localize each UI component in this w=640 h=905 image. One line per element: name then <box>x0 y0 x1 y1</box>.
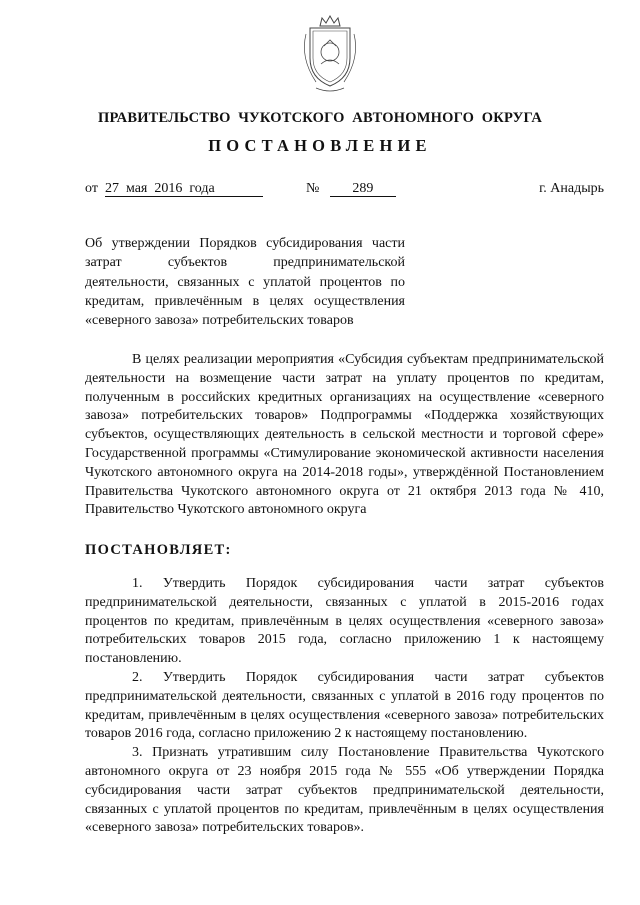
decree-heading: ПОСТАНОВЛЯЕТ: <box>85 542 232 558</box>
decree-item: 1. Утвердить Порядок субсидирования части затрат субъектов предпринимательской деятельности, связанных с уплатой в 2015-2016 годах процентов по кредитам, привлечённым в целях осуществления «северного завоза» потребительских товаров 2015 года, согласно приложению 1 к настоящему постановлению. <box>85 576 604 667</box>
decree-items <box>85 575 604 838</box>
decree-item: 3. Признать утратившим силу Постановление Правительства Чукотского автономного округа от 23 ноября 2015 года № 555 «Об утверждении Порядка субсидирования части затрат субъектов предпринимательской деятельности, связанных с уплатой процентов по кредитам, привлечённым в целях осуществления «северного завоза» потребительских товаров». <box>85 745 604 836</box>
document-date <box>85 181 263 197</box>
preamble-paragraph: В целях реализации мероприятия «Субсидия субъектам предпринимательской деятельности на возмещение части затрат на уплату процентов по кредитам, полученным в российских кредитных организациях на осуществление «северного завоза» потребительских товаров» Подпрограммы «Поддержка хозяйствующих субъектов, осуществляющих деятельность в сельской местности и торговой сфере» Государственной программы «Стимулирование экономической активности населения Чукотского автономного округа на 2014-2018 годы», утверждённой Постановлением Правительства Чукотского автономного округа от 21 октября 2013 года № 410, Правительство Чукотского автономного округа <box>85 352 604 518</box>
document-subject: Об утверждении Порядков субсидирования части затрат субъектов предпринимательской деятельности, связанных с уплатой процентов по кредитам, привлечённым в целях осуществления «северного завоза» потребительских товаров <box>85 236 405 329</box>
number-value: 289 <box>330 181 396 197</box>
chukotka-coat-of-arms-icon <box>296 12 364 94</box>
date-value: 27 мая 2016 года <box>105 181 263 197</box>
document-city: г. Анадырь <box>539 181 604 196</box>
decree-item: 2. Утвердить Порядок субсидирования части затрат субъектов предпринимательской деятельности, связанных с уплатой в 2016 году процентов по кредитам, привлечённым в целях осуществления «северного завоза» потребительских товаров 2016 года, согласно приложению 2 к настоящему постановлению. <box>85 669 604 742</box>
number-prefix: № <box>306 181 320 196</box>
document-type: ПОСТАНОВЛЕНИЕ <box>208 136 432 155</box>
date-prefix: от <box>85 181 98 196</box>
organization-title: ПРАВИТЕЛЬСТВО ЧУКОТСКОГО АВТОНОМНОГО ОКРУГА <box>97 110 543 126</box>
document-number <box>306 181 396 197</box>
